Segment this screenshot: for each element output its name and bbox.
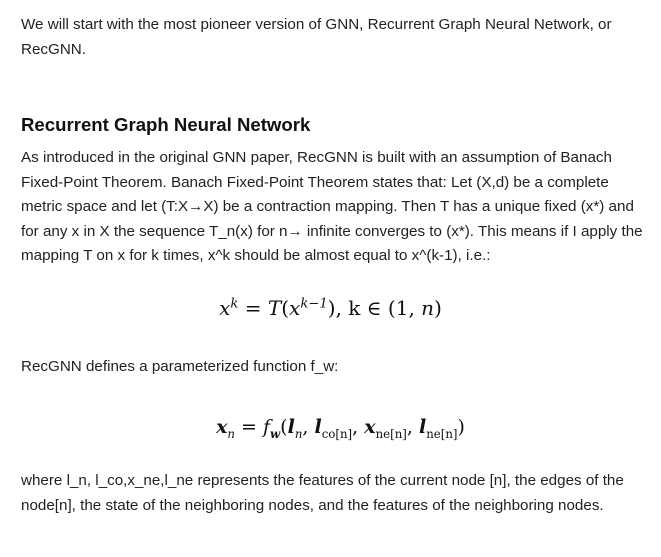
- eq2-op: =: [234, 416, 263, 438]
- eq2-lhs: x: [216, 416, 228, 438]
- fixed-point-equation: [0, 296, 661, 320]
- eq1-tail: , k ∈ (1,: [335, 296, 422, 320]
- eq1-tail-close: ): [434, 296, 442, 320]
- eq1-lhs-sup: k: [230, 296, 239, 312]
- intro-paragraph: We will start with the most pioneer version of GNN, Recurrent Graph Neural Network, or RecGNN.: [21, 16, 612, 58]
- eq1-fn: T: [267, 296, 282, 320]
- eq2-t3-sub: ne[n]: [375, 426, 407, 441]
- eq1-arg: x: [289, 296, 301, 320]
- eq1-lhs: x: [219, 296, 231, 320]
- eq2-close: ): [457, 416, 465, 438]
- closing-paragraph: where l_n, l_co,x_ne,l_ne represents the features of the current node [n], the edges of the node[n], the state of the neighboring nodes, and the features of the neighboring nodes.: [21, 472, 624, 514]
- body-paragraph: As introduced in the original GNN paper, RecGNN is built with an assumption of Banach Fixed-Point Theorem. Banach Fixed-Point Theorem states that: Let (X,d) be a complete metric space and let (T:X→X) be a contraction mapping. Then T has a unique fixed (x*) and for any x in X the sequence T_n(x) for n→ infinite converges to (x*). This means if I apply the mapping T on x for k times, x^k should be almost equal to x^(k-1), i.e.:: [21, 149, 643, 264]
- section-heading: Recurrent Graph Neural Network: [21, 114, 311, 135]
- eq2-fn-sub: w: [270, 426, 281, 441]
- eq2-sep2: ,: [352, 416, 365, 438]
- eq2-sep1: ,: [302, 416, 315, 438]
- eq1-open: (: [281, 296, 290, 320]
- eq2-t4-sub: ne[n]: [426, 426, 458, 441]
- eq2-t4: l: [418, 416, 427, 438]
- eq1-arg-sup: k−1: [300, 296, 328, 312]
- eq2-t3: x: [364, 416, 376, 438]
- eq2-t2: l: [314, 416, 322, 438]
- recgnn-equation: [10, 416, 661, 441]
- eq2-open: (: [280, 416, 288, 438]
- eq1-tail-var: n: [421, 296, 435, 320]
- eq2-fn: f: [262, 416, 271, 438]
- eq2-lhs-sub: n: [227, 426, 235, 441]
- eq2-t2-sub: co[n]: [321, 426, 353, 441]
- eq2-sep3: ,: [406, 416, 419, 438]
- eq1-op: =: [238, 296, 268, 320]
- eq1-close: ): [327, 296, 336, 320]
- param-paragraph: RecGNN defines a parameterized function f_w:: [21, 358, 339, 375]
- eq2-t1: l: [287, 416, 295, 438]
- eq2-t1-sub: n: [294, 426, 303, 441]
